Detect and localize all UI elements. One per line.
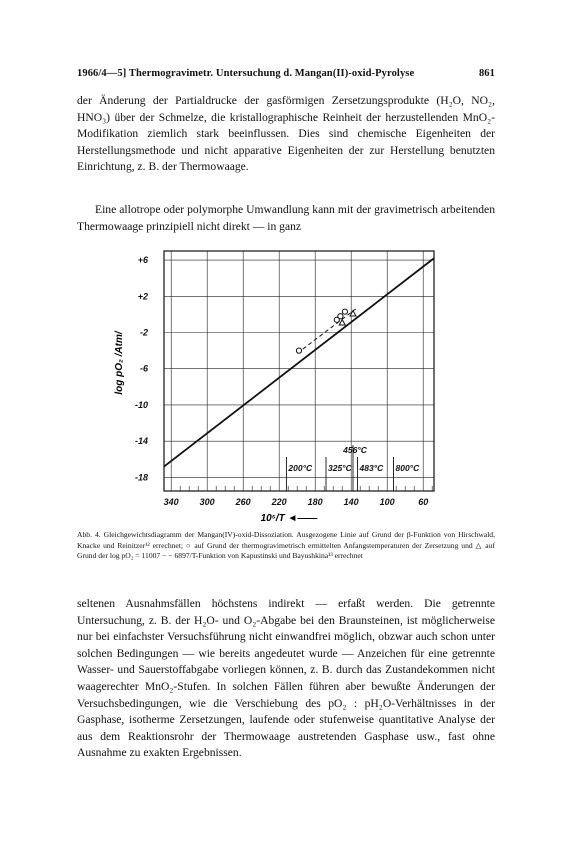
y-tick-label: -6 xyxy=(139,363,148,374)
figure-equilibrium-diagram xyxy=(100,245,480,525)
temperature-label: 200°C xyxy=(288,463,313,473)
x-tick-label: 300 xyxy=(199,497,215,507)
kapustinski-point xyxy=(339,320,345,326)
y-tick-label: +2 xyxy=(137,291,148,302)
equilibrium-line xyxy=(164,258,434,466)
figure-caption: Abb. 4. Gleichgewichtsdiagramm der Mangan(IV)-oxid-Dissoziation. Ausgezogene Linie auf Grund der β-Funktion von Hirschwald, Knacke und Reinitzer¹² errechnet; ○ auf Grund der thermogravimetrisch ermittelten Anfangstemperaturen der Zersetzung und △ auf Grund der log pO₂ = 11007 − − 6897/T-Funktion von Kapustinski und Bayushkina¹³ errechnet xyxy=(77,530,495,561)
x-tick-label: 340 xyxy=(163,497,179,507)
thermogravimetric-point xyxy=(338,314,343,319)
equilibrium-chart xyxy=(100,245,480,525)
x-tick-label: 260 xyxy=(235,497,251,507)
thermogravimetric-point xyxy=(342,309,347,314)
x-tick-label: 140 xyxy=(343,497,359,507)
y-axis-label: log pO₂ /Atm/ xyxy=(114,331,125,395)
temperature-label: 800°C xyxy=(395,463,420,473)
temperature-label: 483°C xyxy=(359,463,384,473)
x-tick-label: 60 xyxy=(418,497,429,507)
x-tick-label: 220 xyxy=(271,497,287,507)
temperature-label: 456°C xyxy=(343,445,367,455)
x-axis-label: 10⁵/T ◄—— xyxy=(260,513,318,524)
temperature-label: 325°C xyxy=(328,463,352,473)
y-tick-label: -14 xyxy=(134,436,148,447)
paragraph-1: der Änderung der Partialdrucke der gasförmigen Zersetzungsprodukte (H₂O, NO₂, HNO₃) über der Schmelze, die kristallographische Reinheit der herzustellenden MnO₂-Modifikation ziemlich stark beeinflussen. Dies sind chemische Eigenheiten der Herstellungsmethode und nicht apparative Eigenheiten der zur Herstellung benutzten Einrichtung, z. B. der Thermowaage. xyxy=(77,94,495,174)
plot-frame xyxy=(164,251,434,491)
x-tick-label: 180 xyxy=(307,497,323,507)
y-tick-label: -18 xyxy=(134,472,148,483)
chart-grid xyxy=(164,251,434,491)
kapustinski-dashed-line xyxy=(297,309,356,353)
paragraph-2: Eine allotrope oder polymorphe Umwandlung kann mit der gravimetrisch arbeitenden Thermowaage prinzipiell nicht direkt — in ganz xyxy=(77,203,495,233)
y-tick-label: -2 xyxy=(139,327,148,338)
paragraph-3: seltenen Ausnahmsfällen höchstens indirekt — erfaßt werden. Die getrennte Untersuchung, z. B. der H₂O- und O₂-Abgabe bei den Braunsteinen, ist möglicherweise nur bei einfachster Versuchsführung nicht einwandfrei möglich, obzwar auch schon unter solchen Bedingungen — wie bereits angedeutet wurde — Anzeichen für eine getrennte Wasser- und Sauerstoffabgabe vorliegen können, z. B. durch das Zustandekommen nicht waagerechter MnO₂-Stufen. In solchen Fällen führen aber bewußte Änderungen der Versuchsbedingungen, wie die Verschiebung des pO₂ : pH₂O-Verhältnisses in der Gasphase, isotherme Zersetzungen, laufende oder stufenweise quantitative Analyse der aus dem Reaktionsrohr der Thermowaage austretenden Gasphase usw., fast ohne Ausnahme zu exakten Ergebnissen. xyxy=(77,597,495,760)
x-tick-label: 100 xyxy=(379,497,395,507)
chart-ticks xyxy=(135,255,432,507)
chart-annotations xyxy=(286,445,420,491)
page-number: 861 xyxy=(478,68,495,79)
running-header xyxy=(77,68,495,79)
y-tick-label: -10 xyxy=(134,399,148,410)
chart-data-layer xyxy=(164,258,434,466)
thermogravimetric-point xyxy=(296,348,301,353)
header-journal-reference: 1966/4—5] Thermogravimetr. Untersuchung d. Mangan(II)-oxid-Pyrolyse xyxy=(77,68,415,79)
y-tick-label: +6 xyxy=(137,255,148,266)
